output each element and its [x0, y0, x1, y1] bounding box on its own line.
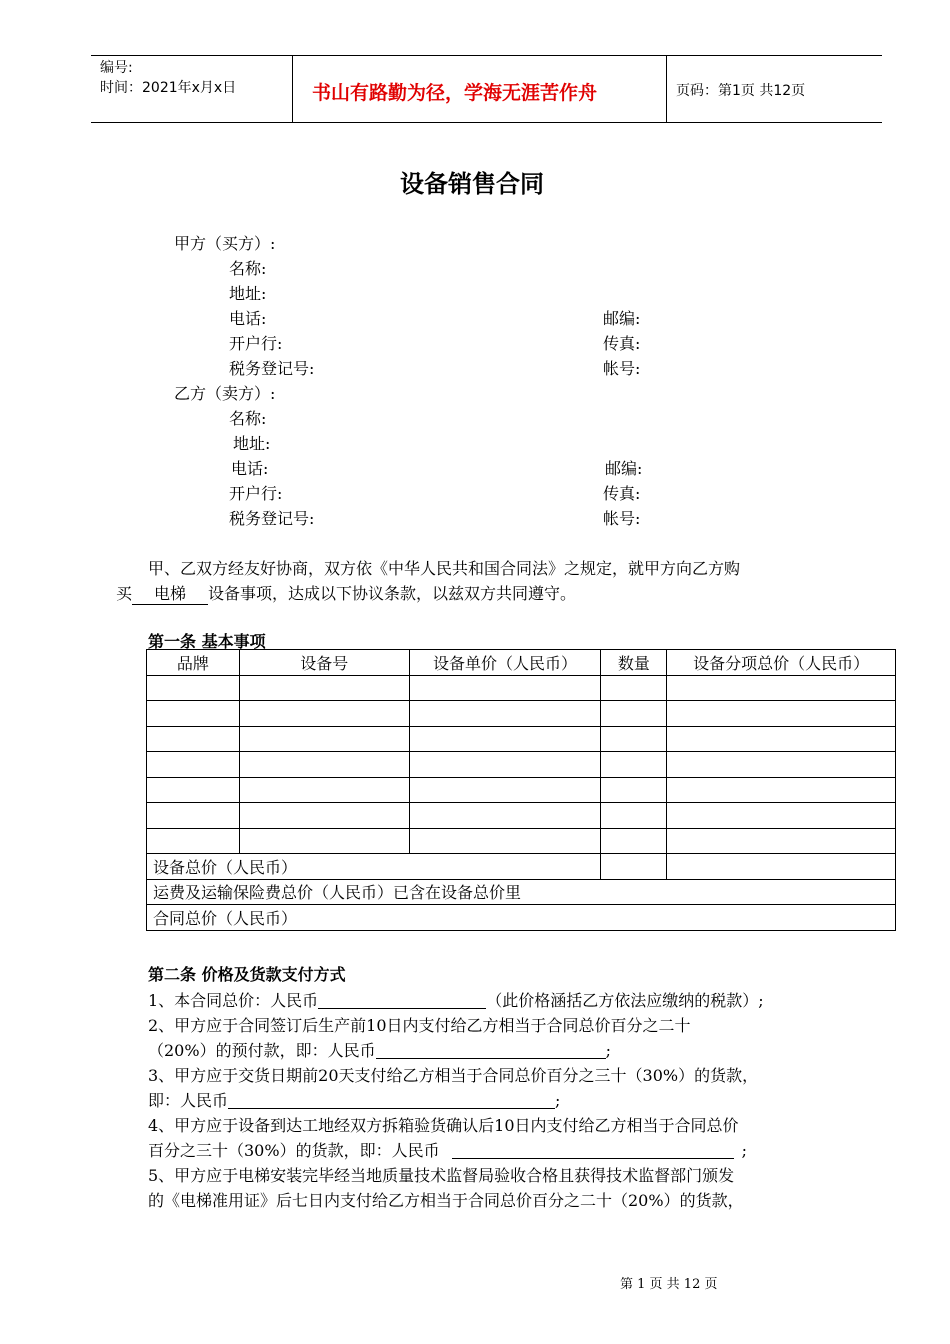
clause-4-line-2 [148, 1138, 747, 1161]
table-cell[interactable] [409, 675, 601, 701]
clause-2-line-1: 2、甲方应于合同签订后生产前10日内支付给乙方相当于合同总价百分之二十 [148, 1016, 691, 1035]
table-cell[interactable] [239, 803, 409, 829]
table-cell[interactable] [409, 828, 601, 854]
header-bottom-rule [91, 122, 882, 123]
party-a-bank-label: 开户行: [229, 334, 283, 353]
table-cell[interactable] [601, 803, 667, 829]
header-motto: 书山有路勤为径，学海无涯苦作舟 [312, 82, 598, 104]
column-header-subtotal: 设备分项总价（人民币） [667, 650, 896, 676]
table-row [147, 675, 896, 701]
clause-3-line-2 [148, 1088, 560, 1111]
clause-4-end: ; [741, 1141, 747, 1160]
table-cell[interactable] [239, 701, 409, 727]
party-b-bank-label: 开户行: [229, 484, 283, 503]
clause-1-note: （此价格涵括乙方依法应缴纳的税款）; [486, 991, 764, 1010]
contract-total-label: 合同总价（人民币） [147, 905, 896, 931]
page-title: 设备销售合同 [400, 170, 544, 198]
freight-note-row [147, 879, 896, 905]
table-cell[interactable] [667, 675, 896, 701]
table-cell[interactable] [667, 777, 896, 803]
clause-4-text: 百分之三十（30%）的货款，即：人民币 [148, 1141, 440, 1160]
column-header-unit-price: 设备单价（人民币） [409, 650, 601, 676]
article-1-heading: 第一条 基本事项 [148, 632, 266, 651]
header-divider [292, 55, 293, 122]
party-b-fax-label: 传真: [603, 484, 641, 503]
inspection-payment-blank[interactable] [452, 1141, 734, 1159]
table-header-row [147, 650, 896, 676]
column-header-quantity: 数量 [601, 650, 667, 676]
table-cell[interactable] [667, 854, 896, 880]
table-cell[interactable] [147, 726, 240, 752]
party-a-phone-label: 电话: [229, 309, 267, 328]
clause-3-end: ; [555, 1091, 561, 1110]
clause-4-line-1: 4、甲方应于设备到达工地经双方拆箱验货确认后10日内支付给乙方相当于合同总价 [148, 1116, 739, 1135]
table-cell[interactable] [601, 777, 667, 803]
clause-2-text: （20%）的预付款，即：人民币 [148, 1041, 376, 1060]
table-cell[interactable] [601, 675, 667, 701]
column-header-equipment-no: 设备号 [239, 650, 409, 676]
party-b-name-label: 名称: [229, 409, 267, 428]
table-cell[interactable] [147, 777, 240, 803]
party-a-name-label: 名称: [229, 259, 267, 278]
clause-3-text: 即：人民币 [148, 1091, 229, 1110]
clause-5-line-1: 5、甲方应于电梯安装完毕经当地质量技术监督局验收合格且获得技术监督部门颁发 [148, 1166, 735, 1185]
table-cell[interactable] [147, 752, 240, 778]
pre-delivery-payment-blank[interactable] [228, 1091, 555, 1109]
header-number-label: 编号: [100, 60, 133, 76]
equipment-table [146, 649, 896, 931]
party-a-account-label: 帐号: [603, 359, 641, 378]
intro-line-1: 甲、乙双方经友好协商，双方依《中华人民共和国合同法》之规定，就甲方向乙方购 [148, 559, 741, 578]
table-cell[interactable] [239, 675, 409, 701]
table-cell[interactable] [239, 777, 409, 803]
contract-total-row [147, 905, 896, 931]
party-b-postcode-label: 邮编: [605, 459, 643, 478]
table-cell[interactable] [667, 828, 896, 854]
party-a-postcode-label: 邮编: [603, 309, 641, 328]
equipment-type: 电梯 [132, 581, 208, 605]
table-cell[interactable] [147, 675, 240, 701]
table-row [147, 777, 896, 803]
table-cell[interactable] [667, 752, 896, 778]
party-a-heading: 甲方（买方）: [174, 234, 276, 253]
clause-1-text: 1、本合同总价：人民币 [148, 991, 319, 1010]
table-row [147, 701, 896, 727]
page-footer: 第 1 页 共 12 页 [620, 1277, 718, 1292]
table-cell[interactable] [147, 828, 240, 854]
table-cell[interactable] [601, 701, 667, 727]
party-b-account-label: 帐号: [603, 509, 641, 528]
table-row [147, 803, 896, 829]
clause-2-end: ; [605, 1041, 611, 1060]
table-cell[interactable] [667, 701, 896, 727]
table-cell[interactable] [409, 726, 601, 752]
clause-3-line-1: 3、甲方应于交货日期前20天支付给乙方相当于合同总价百分之三十（30%）的货款， [148, 1066, 759, 1085]
clause-1 [148, 988, 764, 1011]
header-top-rule [91, 55, 882, 56]
table-row [147, 752, 896, 778]
header-page-label: 页码：第1页 共12页 [676, 83, 806, 99]
party-a-fax-label: 传真: [603, 334, 641, 353]
table-cell[interactable] [409, 701, 601, 727]
table-cell[interactable] [601, 828, 667, 854]
table-cell[interactable] [239, 752, 409, 778]
party-b-address-label: 地址: [233, 434, 271, 453]
table-cell[interactable] [239, 726, 409, 752]
freight-note: 运费及运输保险费总价（人民币）已含在设备总价里 [147, 879, 896, 905]
total-equipment-label: 设备总价（人民币） [147, 854, 601, 880]
party-a-tax-label: 税务登记号: [229, 359, 315, 378]
table-cell[interactable] [409, 752, 601, 778]
table-row [147, 828, 896, 854]
clause-2-line-2 [148, 1038, 611, 1061]
table-cell[interactable] [239, 828, 409, 854]
prepayment-blank[interactable] [376, 1041, 606, 1059]
intro-prefix: 买 [116, 584, 133, 603]
table-cell[interactable] [601, 752, 667, 778]
party-b-heading: 乙方（卖方）: [174, 384, 276, 403]
party-b-phone-label: 电话: [231, 459, 269, 478]
column-header-brand: 品牌 [147, 650, 240, 676]
table-row [147, 726, 896, 752]
table-cell[interactable] [601, 726, 667, 752]
header-divider [666, 55, 667, 122]
table-cell[interactable] [147, 701, 240, 727]
party-b-tax-label: 税务登记号: [229, 509, 315, 528]
table-cell[interactable] [601, 854, 667, 880]
table-cell[interactable] [147, 803, 240, 829]
table-cell[interactable] [667, 803, 896, 829]
party-a-address-label: 地址: [229, 284, 267, 303]
table-cell[interactable] [409, 777, 601, 803]
intro-line-2 [116, 581, 576, 605]
header-time-label: 时间：2021年x月x日 [100, 80, 237, 96]
total-price-blank[interactable] [318, 991, 486, 1009]
clause-5-line-2: 的《电梯准用证》后七日内支付给乙方相当于合同总价百分之二十（20%）的货款， [148, 1191, 744, 1210]
article-2-heading: 第二条 价格及货款支付方式 [148, 965, 346, 984]
table-cell[interactable] [667, 726, 896, 752]
intro-suffix: 设备事项，达成以下协议条款，以兹双方共同遵守。 [208, 584, 577, 603]
table-cell[interactable] [409, 803, 601, 829]
total-equipment-row [147, 854, 896, 880]
